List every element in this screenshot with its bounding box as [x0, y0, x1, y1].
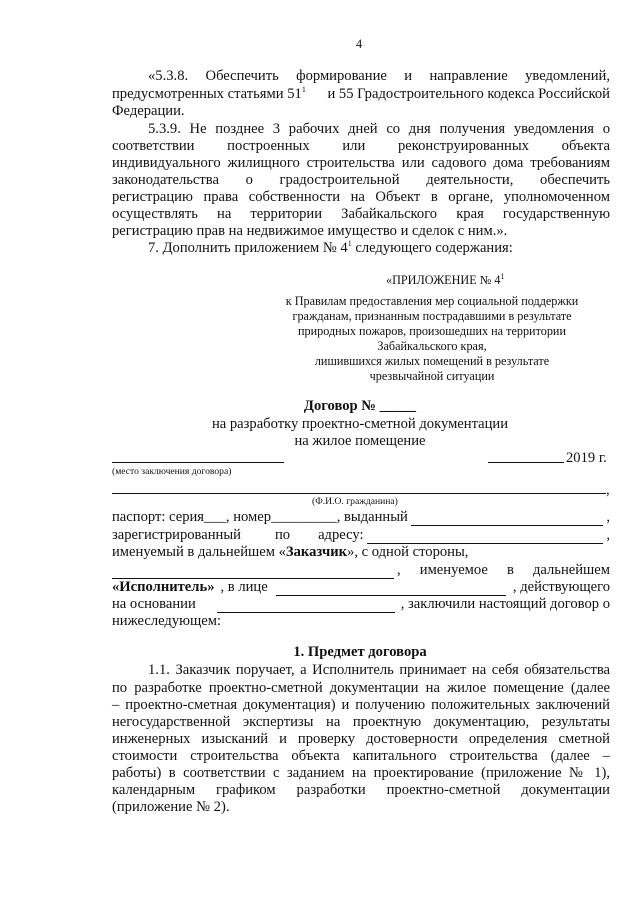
organization-blank[interactable]	[112, 565, 394, 579]
paragraph-538-line1: «5.3.8. Обеспечить формирование и направление уведомлений,	[148, 68, 610, 84]
appendix-line-6: чрезвычайной ситуации	[369, 369, 495, 383]
section1-line-6: стоимости строительства объекта капитального строительства (далее –	[112, 748, 610, 764]
contract-title: Договор № _____	[303, 398, 417, 414]
contract-subtitle-1: на разработку проектно-сметной документации	[211, 416, 509, 432]
section1-line-5: инженерных изысканий и проверку достоверности определения сметной	[112, 731, 610, 747]
section1-line-1: 1.1. Заказчик поручает, а Исполнитель принимает на себя обязательства	[148, 662, 610, 678]
place-caption: (место заключения договора)	[112, 466, 232, 477]
place-blank-line[interactable]	[112, 462, 284, 463]
paragraph-539-line1: 5.3.9. Не позднее 3 рабочих дней со дня получения уведомления о	[148, 121, 610, 137]
section1-line-2: по разработке проектно-сметной документации на жилое помещение (далее	[112, 680, 610, 696]
basis-row: на основании , заключили настоящий договор о	[112, 596, 610, 612]
basis-blank[interactable]	[217, 599, 395, 613]
registered-row: зарегистрированный по адресу: ,	[112, 527, 610, 543]
paragraph-539-line5: регистрацию права собственности на Объект в органе, уполномоченном	[112, 189, 610, 205]
fio-caption: (Ф.И.О. гражданина)	[312, 496, 398, 507]
date-blank-line[interactable]	[488, 462, 564, 463]
executor-org-row	[112, 562, 610, 579]
appendix-line-1: к Правилам предоставления мер социальной поддержки	[285, 294, 579, 308]
po-label: по	[274, 527, 291, 543]
contract-subtitle-2: на жилое помещение	[294, 433, 426, 449]
appendix-title: «ПРИЛОЖЕНИЕ № $4^1$	[386, 271, 505, 287]
paragraph-538-line3: Федерации.	[112, 103, 185, 119]
customer-line: именуемый в дальнейшем «Заказчик», с одной стороны,	[112, 544, 469, 560]
section1-line-7: работы) в соответствии с заданием на проектирование (приложение № 1),	[112, 765, 610, 781]
executor-pre: , именуемое в дальнейшем	[397, 562, 610, 578]
page-number: 4	[356, 37, 363, 51]
section1-line-4: негосударственной экспертизы на проектную документацию, результаты	[112, 714, 610, 730]
appendix-line-2: гражданам, признанным пострадавшими в результате	[292, 309, 572, 323]
section1-title: 1. Предмет договора	[293, 644, 427, 660]
fio-blank-line[interactable]	[112, 493, 606, 494]
address-blank[interactable]	[367, 530, 604, 544]
issued-by-blank[interactable]	[411, 512, 604, 526]
appendix-line-4: Забайкальского края,	[377, 339, 487, 353]
section1-line-8: календарным графиком разработки проектно-сметной документации	[112, 782, 610, 798]
paragraph-7: 7. Дополнить приложением № $4^1$ следующего содержания:	[148, 239, 513, 256]
executor-row: «Исполнитель» , в лице , действующего	[112, 579, 610, 595]
section1-last-line: (приложение № 2).	[112, 799, 230, 815]
section1-line-3: – проектно-сметная документация) и получению положительных заключений	[112, 697, 610, 713]
paragraph-539-line3: индивидуального жилищного строительства или садового дома требованиям	[112, 155, 610, 171]
paragraph-538-line2: предусмотренных статьями $51^1$ и 55 Градостроительного кодекса Российской	[112, 85, 610, 102]
paragraph-539-line2: соответствии построенных или реконструированных объекта	[112, 138, 610, 154]
contract-year: 2019 г.	[566, 450, 607, 466]
passport-row: паспорт: серия___, номер_________, выданный ,	[112, 509, 610, 525]
appendix-line-5: лишившихся жилых помещений в результате	[314, 354, 550, 368]
fio-comma: ,	[606, 482, 610, 498]
executor-label: «Исполнитель»	[112, 579, 215, 595]
paragraph-539-line4: законодательства о градостроительной деятельности, обеспечить	[112, 172, 610, 188]
paragraph-539-line7: регистрацию прав на недвижимое имущество и сделок с ним.».	[112, 223, 508, 239]
representative-blank[interactable]	[276, 582, 506, 596]
passport-label: паспорт: серия___, номер_________, выданный	[112, 509, 408, 525]
appendix-line-3: природных пожаров, произошедших на территории	[298, 324, 566, 338]
paragraph-539-line6: осуществлять на территории Забайкальского края государственную	[112, 206, 610, 222]
address-label: адресу:	[318, 527, 364, 543]
basis-last-line: нижеследующем:	[112, 613, 222, 629]
registered-label: зарегистрированный	[112, 527, 241, 543]
